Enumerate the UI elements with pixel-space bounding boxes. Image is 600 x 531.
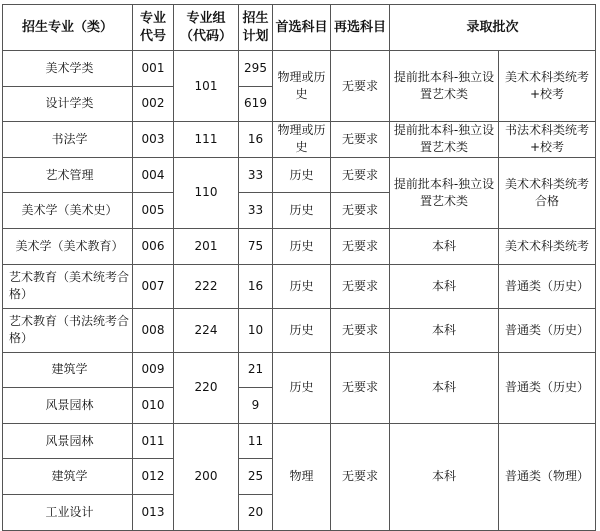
second-subject-cell: 无要求 bbox=[331, 157, 390, 193]
batch-type-cell: 普通类（历史） bbox=[499, 264, 596, 308]
table-row bbox=[3, 264, 596, 308]
second-subject-cell: 无要求 bbox=[331, 264, 390, 308]
second-subject-cell: 无要求 bbox=[331, 423, 390, 530]
second-subject-cell: 无要求 bbox=[331, 51, 390, 122]
plan-cell: 619 bbox=[239, 86, 273, 122]
table-row bbox=[3, 122, 596, 158]
second-subject-cell: 无要求 bbox=[331, 228, 390, 264]
code-cell: 007 bbox=[133, 264, 174, 308]
batch-type-cell: 美术术科类统考 bbox=[499, 228, 596, 264]
batch-type-cell: 书法术科类统考+校考 bbox=[499, 122, 596, 158]
batch-type-cell: 普通类（物理） bbox=[499, 423, 596, 530]
table-row bbox=[3, 157, 596, 193]
code-cell: 003 bbox=[133, 122, 174, 158]
header-plan: 招生计划 bbox=[239, 5, 273, 51]
group-cell: 111 bbox=[174, 122, 239, 158]
batch-type-cell: 普通类（历史） bbox=[499, 352, 596, 423]
first-subject-cell: 历史 bbox=[273, 228, 331, 264]
major-cell: 艺术教育（书法统考合格） bbox=[3, 308, 133, 352]
major-cell: 美术学（美术史） bbox=[3, 193, 133, 229]
group-cell: 222 bbox=[174, 264, 239, 308]
code-cell: 011 bbox=[133, 423, 174, 459]
table-row bbox=[3, 51, 596, 87]
header-code: 专业代号 bbox=[133, 5, 174, 51]
first-subject-cell: 物理 bbox=[273, 423, 331, 530]
first-subject-cell: 历史 bbox=[273, 264, 331, 308]
batch-cell: 提前批本科-独立设置艺术类 bbox=[390, 51, 499, 122]
major-cell: 美术学类 bbox=[3, 51, 133, 87]
plan-cell: 295 bbox=[239, 51, 273, 87]
batch-cell: 本科 bbox=[390, 264, 499, 308]
batch-cell: 本科 bbox=[390, 308, 499, 352]
group-cell: 201 bbox=[174, 228, 239, 264]
code-cell: 013 bbox=[133, 494, 174, 530]
group-cell: 200 bbox=[174, 423, 239, 530]
plan-cell: 9 bbox=[239, 388, 273, 424]
code-cell: 009 bbox=[133, 352, 174, 388]
code-cell: 012 bbox=[133, 459, 174, 495]
plan-cell: 25 bbox=[239, 459, 273, 495]
header-batch: 录取批次 bbox=[390, 5, 596, 51]
header-group: 专业组（代码） bbox=[174, 5, 239, 51]
second-subject-cell: 无要求 bbox=[331, 352, 390, 423]
plan-cell: 33 bbox=[239, 157, 273, 193]
code-cell: 006 bbox=[133, 228, 174, 264]
plan-cell: 33 bbox=[239, 193, 273, 229]
batch-cell: 本科 bbox=[390, 228, 499, 264]
admission-table bbox=[2, 4, 596, 531]
batch-cell: 本科 bbox=[390, 423, 499, 530]
table-row bbox=[3, 352, 596, 388]
plan-cell: 75 bbox=[239, 228, 273, 264]
header-row bbox=[3, 5, 596, 51]
table-row bbox=[3, 308, 596, 352]
major-cell: 设计学类 bbox=[3, 86, 133, 122]
major-cell: 风景园林 bbox=[3, 423, 133, 459]
code-cell: 010 bbox=[133, 388, 174, 424]
header-first-subject: 首选科目 bbox=[273, 5, 331, 51]
plan-cell: 11 bbox=[239, 423, 273, 459]
group-cell: 220 bbox=[174, 352, 239, 423]
major-cell: 工业设计 bbox=[3, 494, 133, 530]
major-cell: 风景园林 bbox=[3, 388, 133, 424]
first-subject-cell: 历史 bbox=[273, 193, 331, 229]
header-second-subject: 再选科目 bbox=[331, 5, 390, 51]
second-subject-cell: 无要求 bbox=[331, 193, 390, 229]
plan-cell: 16 bbox=[239, 122, 273, 158]
batch-type-cell: 美术术科类统考+校考 bbox=[499, 51, 596, 122]
major-cell: 美术学（美术教育） bbox=[3, 228, 133, 264]
code-cell: 001 bbox=[133, 51, 174, 87]
major-cell: 艺术教育（美术统考合格） bbox=[3, 264, 133, 308]
code-cell: 008 bbox=[133, 308, 174, 352]
major-cell: 建筑学 bbox=[3, 459, 133, 495]
table-row bbox=[3, 423, 596, 459]
header-major: 招生专业（类） bbox=[3, 5, 133, 51]
first-subject-cell: 历史 bbox=[273, 308, 331, 352]
first-subject-cell: 物理或历史 bbox=[273, 51, 331, 122]
major-cell: 建筑学 bbox=[3, 352, 133, 388]
batch-cell: 提前批本科-独立设置艺术类 bbox=[390, 122, 499, 158]
batch-type-cell: 美术术科类统考合格 bbox=[499, 157, 596, 228]
plan-cell: 16 bbox=[239, 264, 273, 308]
batch-type-cell: 普通类（历史） bbox=[499, 308, 596, 352]
second-subject-cell: 无要求 bbox=[331, 308, 390, 352]
second-subject-cell: 无要求 bbox=[331, 122, 390, 158]
first-subject-cell: 物理或历史 bbox=[273, 122, 331, 158]
plan-cell: 21 bbox=[239, 352, 273, 388]
batch-cell: 本科 bbox=[390, 352, 499, 423]
code-cell: 002 bbox=[133, 86, 174, 122]
major-cell: 艺术管理 bbox=[3, 157, 133, 193]
group-cell: 110 bbox=[174, 157, 239, 228]
code-cell: 005 bbox=[133, 193, 174, 229]
group-cell: 224 bbox=[174, 308, 239, 352]
first-subject-cell: 历史 bbox=[273, 352, 331, 423]
batch-cell: 提前批本科-独立设置艺术类 bbox=[390, 157, 499, 228]
major-cell: 书法学 bbox=[3, 122, 133, 158]
plan-cell: 10 bbox=[239, 308, 273, 352]
first-subject-cell: 历史 bbox=[273, 157, 331, 193]
code-cell: 004 bbox=[133, 157, 174, 193]
group-cell: 101 bbox=[174, 51, 239, 122]
plan-cell: 20 bbox=[239, 494, 273, 530]
table-row bbox=[3, 228, 596, 264]
